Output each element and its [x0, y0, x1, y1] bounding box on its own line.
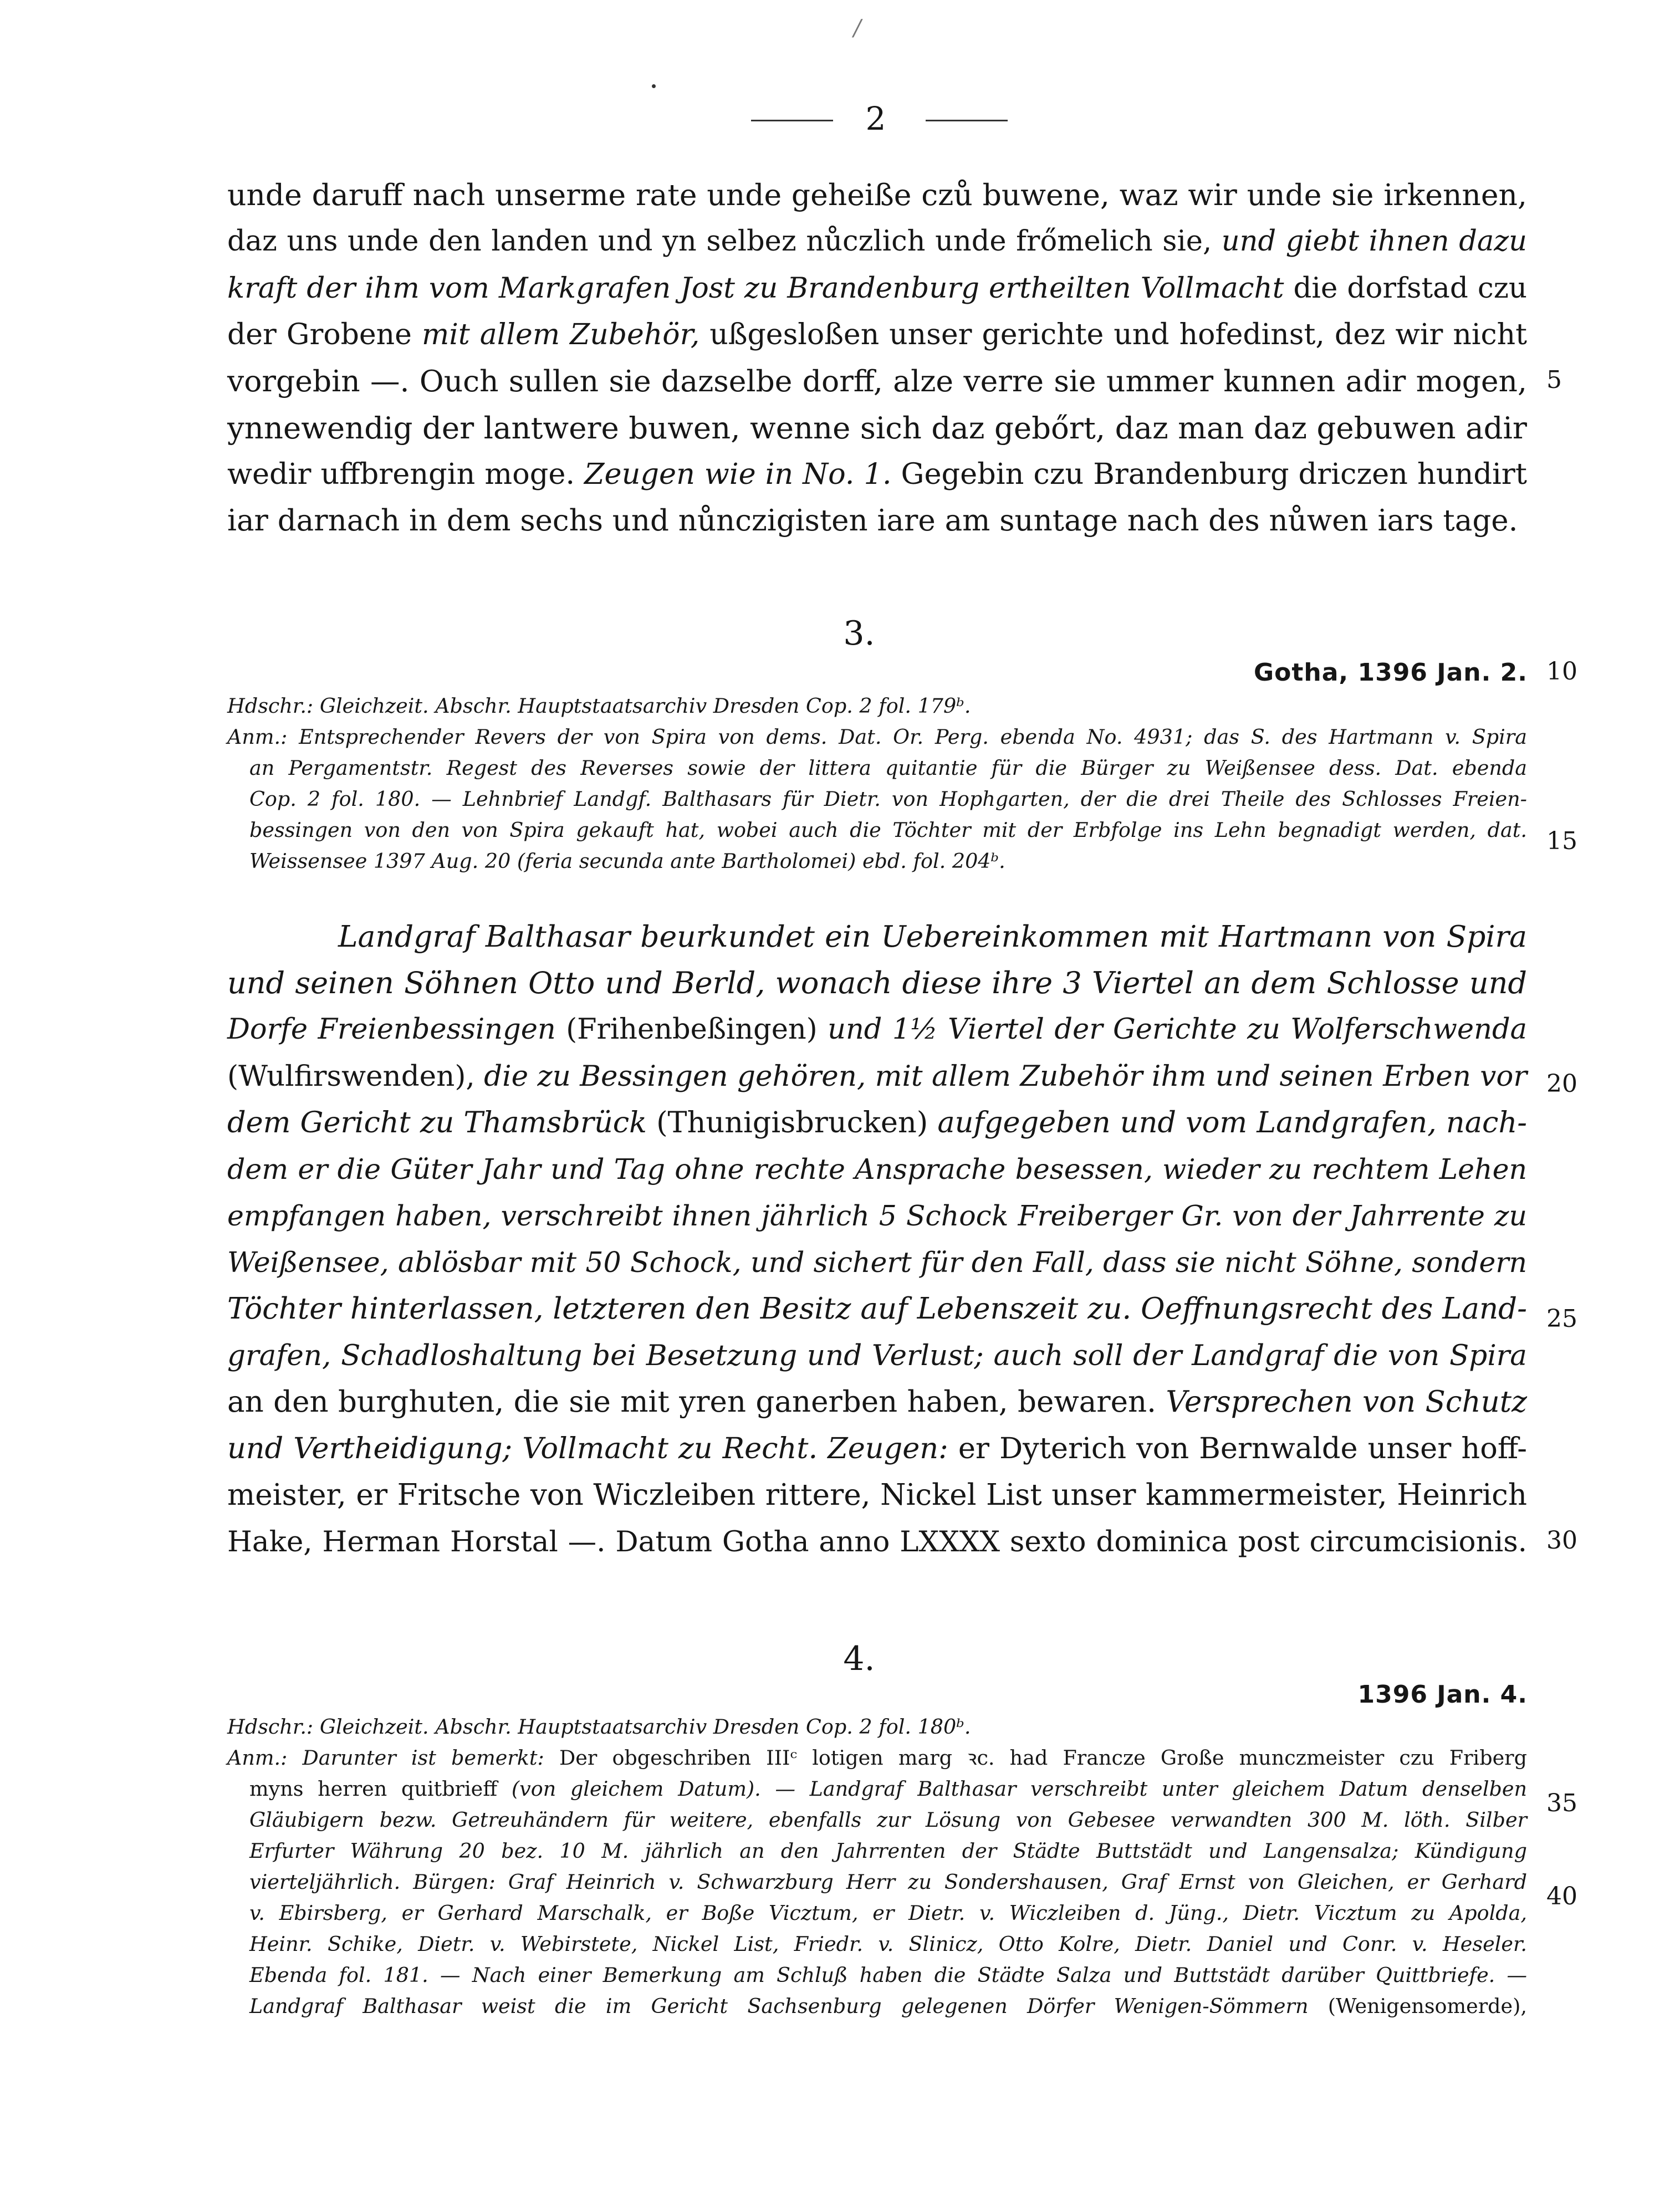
text-line	[227, 1146, 1527, 1193]
italic-segment: Gläubigern bezw. Getreuhändern für weitere, ebenfalls zur Lösung von Gebesee verwandten 300 M. löth. Silber	[249, 1808, 1527, 1832]
italic-segment: mit allem Zubehör,	[421, 318, 710, 351]
text-line	[227, 172, 1527, 218]
italic-segment: Zeugen wie in No. 1.	[584, 457, 901, 491]
text-segment: (Wulfirswenden),	[227, 1060, 484, 1093]
text-segment: an den burghuten, die sie mit yren ganerben haben, bewaren.	[227, 1385, 1166, 1419]
text-line	[227, 1286, 1527, 1332]
text-line	[227, 1991, 1527, 2022]
italic-segment: grafen, Schadloshaltung bei Besetzung und Verlust; auch soll der Landgraf die von Spira	[227, 1339, 1527, 1372]
text-line	[227, 722, 1527, 753]
text-segment: meister, er Fritsche von Wiczleiben rittere, Nickel List unser kammermeister, Heinrich	[227, 1478, 1527, 1512]
document-number-4: 4.	[843, 1639, 875, 1678]
text-segment: wedir uffbrengin moge.	[227, 457, 585, 491]
text-segment: vorgebin —. Ouch sullen sie dazselbe dorff, alze verre sie ummer kunnen adir mogen,	[227, 364, 1527, 398]
text-line	[227, 1100, 1527, 1146]
page-mark: /	[854, 16, 861, 41]
page-number: 2	[865, 100, 886, 137]
text-segment: (Wenigensomerde),	[1327, 1994, 1527, 2018]
page-header	[0, 100, 1680, 144]
text-line	[227, 1519, 1527, 1565]
text-line	[227, 1239, 1527, 1286]
text-segment: Weissensee 1397 Aug. 20 (feria secunda ante Bartholomei) ebd. fol. 204ᵇ.	[249, 849, 1005, 873]
text-line	[227, 1379, 1527, 1426]
text-line	[227, 265, 1527, 311]
italic-segment: Dorfe Freienbessingen	[227, 1013, 566, 1046]
italic-segment: und seinen Söhnen Otto und Berld, wonach diese ihre 3 Viertel an dem Schlosse und	[227, 965, 1527, 1000]
paragraph-continuation	[227, 172, 1527, 544]
text-line	[227, 451, 1527, 498]
text-line	[227, 960, 1527, 1006]
italic-segment: Hdschr.: Gleichzeit. Abschr. Hauptstaatsarchiv Dresden Cop. 2 fol. 180ᵇ.	[227, 1715, 971, 1739]
text-line	[227, 815, 1527, 846]
italic-segment: aufgegeben und vom Landgrafen, nach-	[937, 1106, 1527, 1140]
text-segment: Gegebin czu Brandenburg driczen hundirt	[901, 457, 1527, 491]
document-date-3: Gotha, 1396 Jan. 2.	[1254, 658, 1528, 687]
text-segment: an Pergamentstr. Regest des Reverses sowie der littera quitantie für die Bürger zu Weißensee dess. Dat. ebenda	[249, 756, 1527, 780]
italic-segment: Heinr. Schike, Dietr. v. Webirstete, Nickel List, Friedr. v. Slinicz, Otto Kolre, Dietr. Daniel und Conr. v. Heseler.	[249, 1932, 1527, 1956]
italic-segment: und 1½ Viertel der Gerichte zu Wolferschwenda	[828, 1013, 1528, 1046]
header-rule-right	[926, 120, 1008, 121]
text-line	[227, 691, 1527, 722]
text-segment: Anm.: Entsprechender Revers der von Spira von dems. Dat. Or. Perg. ebenda No. 4931; das S. des Hartmann v. Spira	[227, 725, 1527, 749]
text-segment: daz uns unde den landen und yn selbez nůczlich unde frőmelich sie,	[227, 225, 1222, 258]
text-segment: unde daruff nach unserme rate unde geheiße czů buwene, waz wir unde sie irkennen,	[227, 177, 1527, 212]
text-line	[227, 311, 1527, 358]
document-4-apparatus	[227, 1711, 1527, 2022]
text-line	[227, 753, 1527, 784]
text-line	[227, 1193, 1527, 1239]
text-segment: Der obgeschriben IIIᶜ lotigen marg ꝛc. had Francze Große munczmeister czu Friberg	[559, 1746, 1527, 1770]
italic-segment: v. Ebirsberg, er Gerhard Marschalk, er Boße Vicztum, er Dietr. v. Wiczleiben d. Jüng., Dietr. Vicztum zu Apolda,	[249, 1901, 1527, 1925]
text-line	[227, 1929, 1527, 1960]
document-date-4: 1396 Jan. 4.	[1357, 1680, 1528, 1709]
text-line	[227, 1426, 1527, 1472]
text-line	[227, 218, 1527, 265]
text-line	[227, 1472, 1527, 1519]
text-segment: der Grobene	[227, 318, 422, 351]
text-line	[227, 1960, 1527, 1991]
line-number: 5	[1546, 366, 1562, 394]
text-segment: bessingen von den von Spira gekauft hat, wobei auch die Töchter mit der Erbfolge ins Lehn begnadigt werden, dat.	[249, 818, 1527, 842]
text-segment: er Dyterich von Bernwalde unser hoff-	[958, 1432, 1527, 1465]
text-segment: ußgesloßen unser gerichte und hofedinst, dez wir nicht	[709, 318, 1527, 351]
italic-segment: und giebt ihnen dazu	[1221, 225, 1527, 258]
italic-segment: und Vertheidigung; Vollmacht zu Recht. Zeugen:	[227, 1432, 958, 1465]
text-line	[227, 1867, 1527, 1898]
text-line	[227, 1006, 1527, 1053]
text-segment: Hdschr.: Gleichzeit. Abschr. Hauptstaatsarchiv Dresden Cop. 2 fol. 179ᵇ.	[227, 694, 971, 718]
text-line	[227, 1774, 1527, 1805]
text-segment: myns herren quitbrieff	[249, 1777, 512, 1801]
document-number-3: 3.	[843, 614, 875, 653]
text-line	[227, 1836, 1527, 1867]
italic-segment: die zu Bessingen gehören, mit allem Zubehör ihm und seinen Erben vor	[484, 1060, 1527, 1093]
text-line	[227, 1898, 1527, 1929]
document-3-apparatus	[227, 691, 1527, 877]
line-number: 35	[1546, 1789, 1577, 1817]
text-segment: Hake, Herman Horstal —. Datum Gotha anno LXXXX sexto dominica post circumcisionis.	[227, 1525, 1527, 1559]
line-number: 10	[1546, 657, 1577, 686]
header-rule-left	[751, 120, 833, 121]
italic-segment: (von gleichem Datum). — Landgraf Balthasar verschreibt unter gleichem Datum denselben	[511, 1777, 1527, 1801]
text-line	[227, 358, 1527, 405]
italic-segment: dem er die Güter Jahr und Tag ohne rechte Ansprache besessen, wieder zu rechtem Lehen	[227, 1153, 1527, 1186]
line-number: 30	[1546, 1526, 1577, 1555]
italic-segment: Töchter hinterlassen, letzteren den Besitz auf Lebenszeit zu. Oeffnungsrecht des Land-	[227, 1292, 1527, 1326]
ink-dot	[652, 84, 656, 88]
text-segment: (Frihenbeßingen)	[566, 1013, 828, 1046]
italic-segment: Anm.: Darunter ist bemerkt:	[227, 1746, 559, 1770]
text-line	[227, 1053, 1527, 1100]
text-segment: iar darnach in dem sechs und nůnczigisten iare am suntage nach des nůwen iars tage.	[227, 504, 1518, 538]
line-number: 25	[1546, 1305, 1577, 1333]
text-line	[227, 913, 1527, 960]
italic-segment: kraft der ihm vom Markgrafen Jost zu Brandenburg ertheilten Vollmacht	[227, 272, 1294, 305]
text-segment: ynnewendig der lantwere buwen, wenne sich daz gebőrt, daz man daz gebuwen adir	[227, 410, 1527, 446]
italic-segment: Weißensee, ablösbar mit 50 Schock, und sichert für den Fall, dass sie nicht Söhne, sondern	[227, 1246, 1527, 1279]
text-line	[227, 1711, 1527, 1743]
text-segment: Cop. 2 fol. 180. — Lehnbrief Landgf. Balthasars für Dietr. von Hophgarten, der die drei Theile des Schlosses Freien-	[249, 787, 1527, 811]
italic-segment: dem Gericht zu Thamsbrück	[227, 1106, 657, 1140]
italic-segment: Versprechen von Schutz	[1166, 1385, 1527, 1419]
italic-segment: Landgraf Balthasar beurkundet ein Uebereinkommen mit Hartmann von Spira	[338, 919, 1527, 954]
italic-segment: Erfurter Währung 20 bez. 10 M. jährlich an den Jahrrenten der Städte Buttstädt und Langensalza; Kündigung	[249, 1839, 1527, 1863]
text-line	[227, 1743, 1527, 1774]
italic-segment: Landgraf Balthasar weist die im Gericht Sachsenburg gelegenen Dörfer Wenigen-Sömmern	[249, 1994, 1328, 2018]
text-line	[227, 1805, 1527, 1836]
document-3-regest	[227, 913, 1527, 1565]
text-line	[227, 405, 1527, 451]
italic-segment: empfangen haben, verschreibt ihnen jährlich 5 Schock Freiberger Gr. von der Jahrrente zu	[227, 1199, 1527, 1232]
italic-segment: Ebenda fol. 181. — Nach einer Bemerkung am Schluß haben die Städte Salza und Buttstädt darüber Quittbriefe. —	[249, 1963, 1527, 1987]
text-line	[227, 498, 1527, 544]
italic-segment: vierteljährlich. Bürgen: Graf Heinrich v. Schwarzburg Herr zu Sondershausen, Graf Ernst von Gleichen, er Gerhard	[249, 1870, 1527, 1894]
line-number: 20	[1546, 1070, 1577, 1098]
text-segment: die dorfstad czu	[1293, 272, 1528, 305]
text-line	[227, 784, 1527, 815]
line-number: 40	[1546, 1882, 1577, 1910]
text-segment: (Thunigisbrucken)	[656, 1106, 938, 1140]
text-line	[227, 846, 1527, 877]
line-number: 15	[1546, 827, 1577, 855]
text-line	[227, 1332, 1527, 1379]
